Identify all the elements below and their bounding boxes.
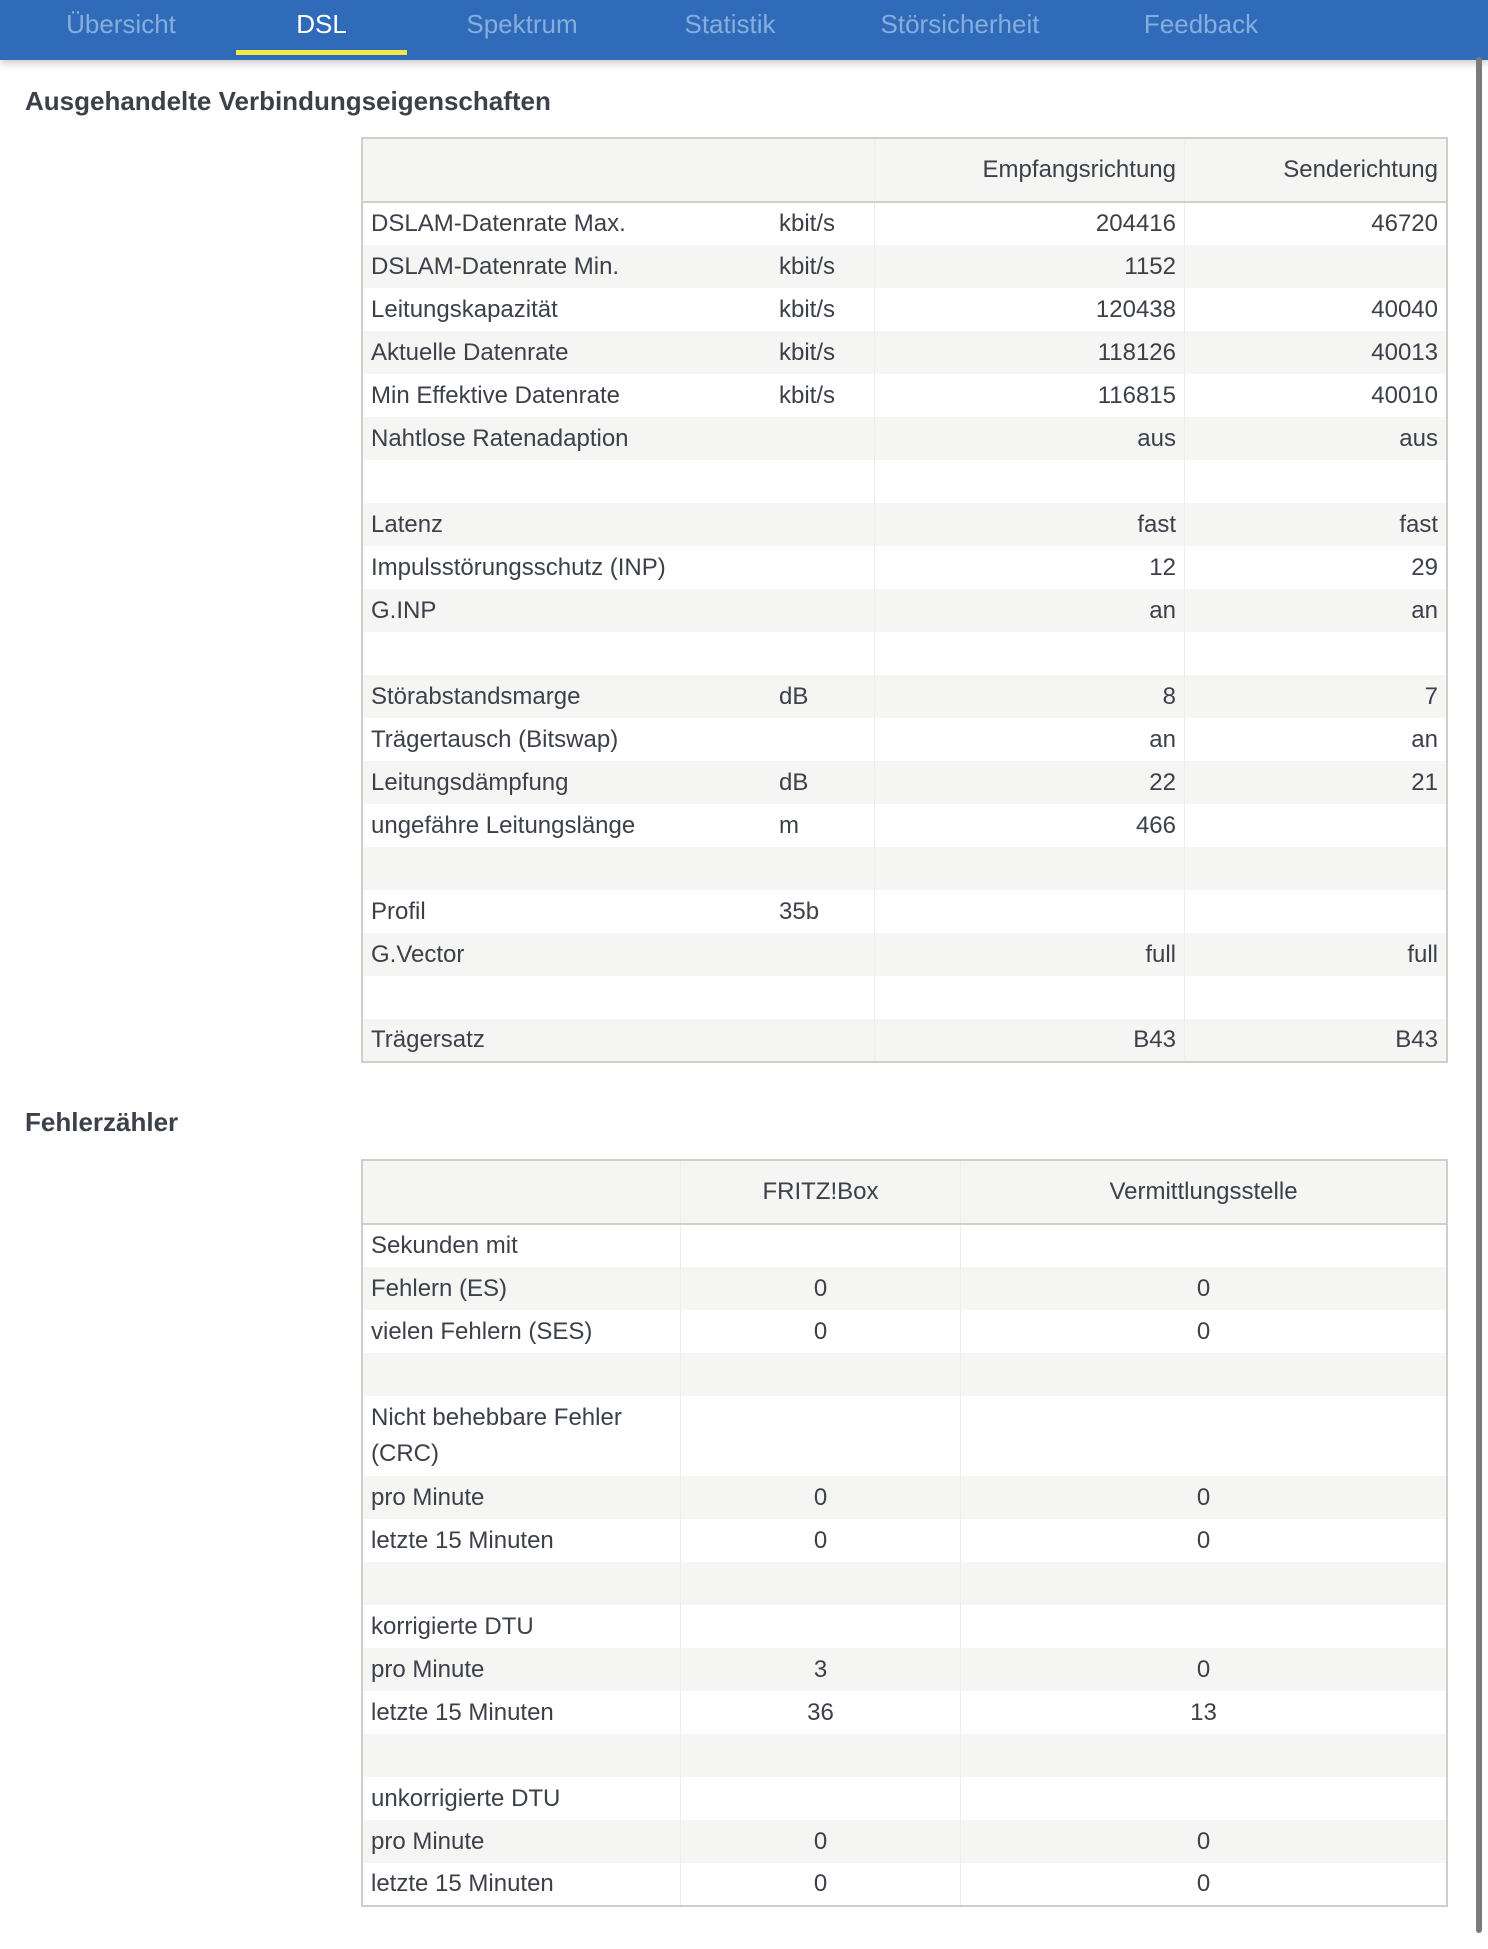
table-row xyxy=(362,804,1447,847)
downstream-value: full xyxy=(875,933,1185,976)
table-row xyxy=(362,1605,1447,1648)
table-row xyxy=(362,202,1447,245)
exchange-value: 0 xyxy=(961,1476,1448,1519)
connection-properties-table xyxy=(361,137,1448,1063)
upstream-value: 21 xyxy=(1185,761,1448,804)
table-header-row xyxy=(362,1160,1447,1224)
downstream-value xyxy=(875,847,1185,890)
table-row xyxy=(362,589,1447,632)
fritzbox-value: 36 xyxy=(681,1691,961,1734)
upstream-value xyxy=(1185,847,1448,890)
upstream-value: aus xyxy=(1185,417,1448,460)
table-row xyxy=(362,718,1447,761)
row-label: Latenz xyxy=(371,510,444,538)
column-header-upstream: Senderichtung xyxy=(1185,138,1448,202)
upstream-value: 40013 xyxy=(1185,331,1448,374)
row-unit: m xyxy=(779,811,799,839)
table-row xyxy=(362,1820,1447,1863)
fritzbox-value xyxy=(681,1605,961,1648)
exchange-value xyxy=(961,1396,1448,1476)
row-unit xyxy=(771,417,875,460)
row-label: Profil xyxy=(371,897,426,925)
row-unit xyxy=(771,976,875,1019)
upstream-value: 40040 xyxy=(1185,288,1448,331)
column-header-label xyxy=(362,138,771,202)
upstream-value: 40010 xyxy=(1185,374,1448,417)
tab-stoersicherheit[interactable] xyxy=(860,0,1060,60)
exchange-value: 0 xyxy=(961,1863,1448,1906)
row-unit: kbit/s xyxy=(779,210,836,237)
row-label: Nahtlose Ratenadaption xyxy=(371,424,629,452)
row-unit: kbit/s xyxy=(779,381,836,409)
downstream-value: aus xyxy=(875,417,1185,460)
downstream-value xyxy=(875,976,1185,1019)
row-label: DSLAM-Datenrate Min. xyxy=(371,252,620,280)
fritzbox-value xyxy=(681,1562,961,1605)
upstream-value: B43 xyxy=(1185,1019,1448,1062)
tab-label: Feedback xyxy=(1143,9,1259,39)
row-label: korrigierte DTU xyxy=(371,1612,534,1640)
table-row xyxy=(362,675,1447,718)
tab-label: Übersicht xyxy=(66,9,176,39)
exchange-value: 0 xyxy=(961,1267,1448,1310)
fritzbox-value xyxy=(681,1224,961,1267)
tab-spektrum[interactable] xyxy=(450,0,594,60)
fritzbox-value: 0 xyxy=(681,1820,961,1863)
upstream-value: an xyxy=(1185,718,1448,761)
fritzbox-value xyxy=(681,1353,961,1396)
table-row xyxy=(362,1476,1447,1519)
exchange-value: 0 xyxy=(961,1310,1448,1353)
spacer-row xyxy=(362,976,1447,1019)
column-header-downstream: Empfangsrichtung xyxy=(875,138,1185,202)
row-unit: kbit/s xyxy=(779,252,836,280)
row-label: Störabstandsmarge xyxy=(371,682,581,710)
row-unit xyxy=(771,503,875,546)
tab-label: DSL xyxy=(296,9,347,39)
row-label: Sekunden mit xyxy=(371,1232,518,1259)
downstream-value: 466 xyxy=(875,804,1185,847)
upstream-value: 46720 xyxy=(1185,202,1448,245)
row-label: Trägertausch (Bitswap) xyxy=(371,725,619,753)
column-header-label xyxy=(362,1160,681,1224)
exchange-value xyxy=(961,1353,1448,1396)
row-label: DSLAM-Datenrate Max. xyxy=(371,210,626,237)
fritzbox-value: 0 xyxy=(681,1476,961,1519)
exchange-value: 13 xyxy=(961,1691,1448,1734)
upstream-value xyxy=(1185,976,1448,1019)
table-row xyxy=(362,288,1447,331)
row-label xyxy=(362,847,771,890)
row-label: Nicht behebbare Fehler (CRC) xyxy=(371,1404,622,1467)
row-label xyxy=(362,1734,681,1777)
spacer-row xyxy=(362,1562,1447,1605)
downstream-value: 8 xyxy=(875,675,1185,718)
fritzbox-value xyxy=(681,1396,961,1476)
table-row xyxy=(362,1310,1447,1353)
downstream-value: 120438 xyxy=(875,288,1185,331)
tab-dsl[interactable] xyxy=(236,0,407,60)
row-label: letzte 15 Minuten xyxy=(371,1870,554,1897)
row-label: letzte 15 Minuten xyxy=(371,1698,554,1726)
row-unit: kbit/s xyxy=(779,295,836,323)
row-unit xyxy=(771,546,875,589)
upstream-value xyxy=(1185,245,1448,288)
exchange-value xyxy=(961,1734,1448,1777)
table-row xyxy=(362,1396,1447,1476)
downstream-value: 118126 xyxy=(875,331,1185,374)
row-label: Impulsstörungsschutz (INP) xyxy=(371,553,666,581)
row-label: Min Effektive Datenrate xyxy=(371,381,621,409)
tab-label: Statistik xyxy=(684,9,776,39)
downstream-value xyxy=(875,632,1185,675)
fritzbox-value: 0 xyxy=(681,1863,961,1906)
error-counter-table xyxy=(361,1159,1448,1907)
row-label xyxy=(362,1562,681,1605)
downstream-value: B43 xyxy=(875,1019,1185,1062)
table-row xyxy=(362,761,1447,804)
row-label: ungefähre Leitungslänge xyxy=(371,811,636,839)
row-label: unkorrigierte DTU xyxy=(371,1784,561,1812)
row-label: vielen Fehlern (SES) xyxy=(371,1317,593,1345)
tab-label: Störsicherheit xyxy=(880,9,1040,39)
table-row xyxy=(362,245,1447,288)
exchange-value xyxy=(961,1605,1448,1648)
spacer-row xyxy=(362,1734,1447,1777)
row-label: Leitungsdämpfung xyxy=(371,768,569,796)
table-row xyxy=(362,503,1447,546)
table-row xyxy=(362,1019,1447,1062)
upstream-value: an xyxy=(1185,589,1448,632)
fritzbox-value: 0 xyxy=(681,1519,961,1562)
section-title-connection: Ausgehandelte Verbindungseigenschaften xyxy=(25,86,551,116)
row-unit: kbit/s xyxy=(779,338,836,366)
row-unit xyxy=(771,460,875,503)
upstream-value xyxy=(1185,890,1448,933)
downstream-value: an xyxy=(875,589,1185,632)
exchange-value: 0 xyxy=(961,1648,1448,1691)
column-header-fritzbox: FRITZ!Box xyxy=(681,1160,961,1224)
fritzbox-value: 3 xyxy=(681,1648,961,1691)
table-row xyxy=(362,546,1447,589)
table-row xyxy=(362,1224,1447,1267)
exchange-value xyxy=(961,1777,1448,1820)
tab-feedback[interactable] xyxy=(1130,0,1272,60)
upstream-value: 29 xyxy=(1185,546,1448,589)
exchange-value xyxy=(961,1224,1448,1267)
section-title-errors: Fehlerzähler xyxy=(25,1107,179,1137)
table-row xyxy=(362,1777,1447,1820)
row-label: letzte 15 Minuten xyxy=(371,1526,554,1554)
fritzbox-value: 0 xyxy=(681,1310,961,1353)
row-unit xyxy=(771,933,875,976)
downstream-value: an xyxy=(875,718,1185,761)
upstream-value: fast xyxy=(1185,503,1448,546)
row-unit xyxy=(771,632,875,675)
row-unit xyxy=(771,718,875,761)
spacer-row xyxy=(362,1353,1447,1396)
downstream-value: 1152 xyxy=(875,245,1185,288)
table-row xyxy=(362,890,1447,933)
active-tab-indicator xyxy=(236,50,407,55)
column-header-exchange: Vermittlungsstelle xyxy=(961,1160,1448,1224)
upstream-value: 7 xyxy=(1185,675,1448,718)
downstream-value: 204416 xyxy=(875,202,1185,245)
row-unit: dB xyxy=(779,768,809,796)
table-row xyxy=(362,1648,1447,1691)
table-row xyxy=(362,1691,1447,1734)
downstream-value xyxy=(875,460,1185,503)
tab-bar xyxy=(0,0,1488,60)
row-label: G.INP xyxy=(371,596,437,624)
row-label xyxy=(362,976,771,1019)
row-unit xyxy=(771,1019,875,1062)
row-label: pro Minute xyxy=(371,1483,485,1511)
row-unit: dB xyxy=(779,682,809,710)
table-row xyxy=(362,331,1447,374)
vertical-scrollbar[interactable] xyxy=(1476,57,1482,1933)
downstream-value: 116815 xyxy=(875,374,1185,417)
row-label: G.Vector xyxy=(371,940,465,968)
row-label: Trägersatz xyxy=(371,1026,485,1053)
tab-statistik[interactable] xyxy=(665,0,795,60)
exchange-value: 0 xyxy=(961,1519,1448,1562)
row-label: Fehlern (ES) xyxy=(371,1274,508,1302)
table-row xyxy=(362,417,1447,460)
row-label xyxy=(362,1353,681,1396)
exchange-value xyxy=(961,1562,1448,1605)
row-unit xyxy=(771,589,875,632)
spacer-row xyxy=(362,632,1447,675)
downstream-value xyxy=(875,890,1185,933)
downstream-value: 22 xyxy=(875,761,1185,804)
exchange-value: 0 xyxy=(961,1820,1448,1863)
table-row xyxy=(362,1863,1447,1906)
upstream-value xyxy=(1185,460,1448,503)
row-unit: 35b xyxy=(779,897,820,925)
row-unit xyxy=(771,847,875,890)
tab-label: Spektrum xyxy=(466,9,578,39)
row-label: pro Minute xyxy=(371,1827,485,1855)
row-label xyxy=(362,632,771,675)
table-row xyxy=(362,1519,1447,1562)
spacer-row xyxy=(362,847,1447,890)
fritzbox-value: 0 xyxy=(681,1267,961,1310)
table-row xyxy=(362,1267,1447,1310)
column-header-unit xyxy=(771,138,875,202)
upstream-value: full xyxy=(1185,933,1448,976)
fritzbox-value xyxy=(681,1777,961,1820)
table-header-row xyxy=(362,138,1447,202)
row-label: pro Minute xyxy=(371,1655,485,1683)
fritzbox-value xyxy=(681,1734,961,1777)
downstream-value: 12 xyxy=(875,546,1185,589)
row-label: Aktuelle Datenrate xyxy=(371,338,569,366)
downstream-value: fast xyxy=(875,503,1185,546)
tab-uebersicht[interactable] xyxy=(50,0,192,60)
table-row xyxy=(362,374,1447,417)
table-row xyxy=(362,933,1447,976)
spacer-row xyxy=(362,460,1447,503)
upstream-value xyxy=(1185,632,1448,675)
row-label xyxy=(362,460,771,503)
upstream-value xyxy=(1185,804,1448,847)
row-label: Leitungskapazität xyxy=(371,295,558,323)
